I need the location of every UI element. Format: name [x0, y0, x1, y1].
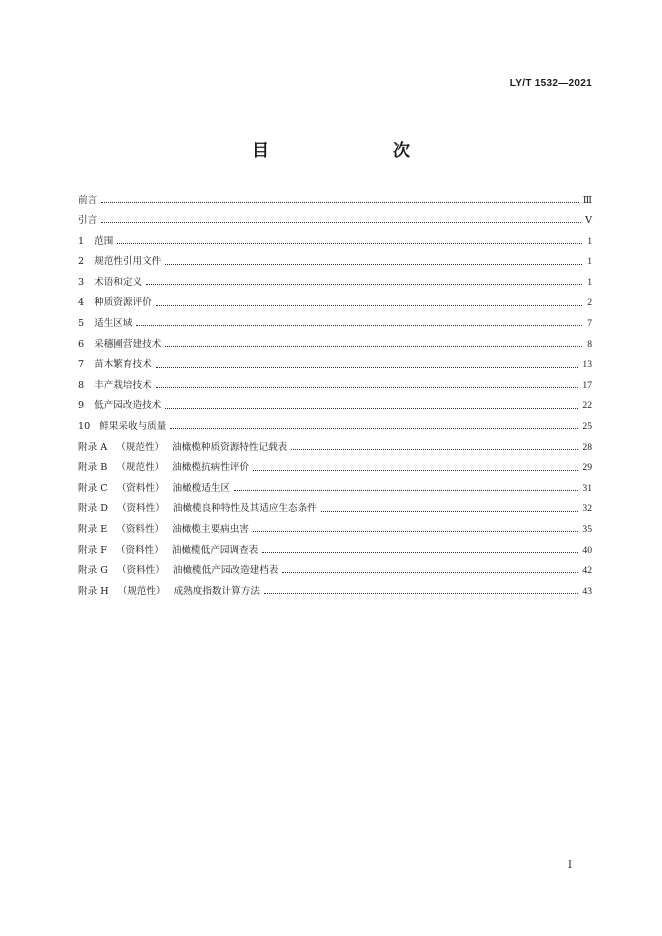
toc-entry[interactable] [78, 231, 592, 252]
page-number: Ⅰ [568, 860, 572, 871]
toc-entry-number: 3 [78, 276, 85, 288]
toc-dot-leader [291, 449, 578, 450]
toc-entry-number: 6 [78, 338, 85, 350]
toc-entry-number: 2 [78, 256, 85, 268]
toc-entry[interactable] [78, 581, 592, 602]
toc-entry[interactable] [78, 520, 592, 541]
toc-entry-number: 9 [78, 400, 85, 412]
toc-entry-title: 术语和定义 [94, 276, 143, 288]
toc-entry-label [78, 401, 161, 411]
toc-entry-category: （规范性） [116, 462, 165, 474]
toc-entry-title: 油橄榄抗病性评价 [172, 462, 250, 474]
toc-entry-label [78, 525, 249, 535]
toc-dot-leader [262, 552, 578, 553]
toc-entry[interactable] [78, 561, 592, 582]
toc-entry-title: 范围 [94, 235, 114, 247]
toc-dot-leader [253, 470, 578, 471]
toc-entry-label [78, 504, 317, 514]
toc-entry-number: 附录 D [78, 503, 108, 515]
toc-dot-leader [117, 243, 582, 244]
table-of-contents [78, 190, 592, 602]
toc-entry-number: 附录 E [78, 524, 108, 535]
toc-entry-label [78, 257, 161, 267]
toc-entry[interactable] [78, 355, 592, 376]
toc-entry-page: 40 [582, 544, 592, 556]
toc-entry-page: 1 [587, 256, 592, 268]
toc-entry-category: （资料性） [116, 503, 165, 515]
toc-entry-category: （资料性） [116, 524, 165, 535]
toc-entry-title: 种质资源评价 [94, 297, 152, 309]
toc-entry-title: 油橄榄良种特性及其适应生态条件 [172, 503, 317, 515]
toc-entry-page: 35 [582, 524, 592, 535]
toc-entry-number: 8 [78, 379, 85, 391]
toc-entry-title: 引言 [78, 215, 98, 227]
toc-entry-page: 1 [587, 235, 592, 247]
toc-entry[interactable] [78, 293, 592, 314]
toc-entry-title: 低产园改造技术 [94, 400, 162, 412]
toc-entry[interactable] [78, 272, 592, 293]
toc-dot-leader [165, 346, 582, 347]
toc-entry-number: 10 [78, 421, 91, 433]
toc-entry-category: （规范性） [116, 441, 165, 453]
toc-entry-label [78, 381, 152, 391]
toc-dot-leader [101, 202, 579, 203]
toc-dot-leader [165, 264, 582, 265]
toc-entry-page: 22 [582, 400, 592, 412]
toc-entry[interactable] [78, 375, 592, 396]
toc-entry-category: （资料性） [116, 482, 165, 494]
toc-entry-page: 13 [582, 359, 592, 371]
toc-entry-label [78, 319, 132, 329]
toc-entry-label [78, 196, 97, 206]
toc-entry-title: 油橄榄主要病虫害 [172, 524, 249, 535]
toc-entry-label [78, 340, 161, 350]
toc-entry-number: 附录 H [78, 585, 109, 597]
toc-entry-label [78, 216, 97, 226]
toc-entry-label [78, 463, 249, 473]
toc-dot-leader [156, 367, 579, 368]
toc-dot-leader [321, 511, 579, 512]
toc-entry-number: 附录 A [78, 441, 108, 453]
toc-entry-title: 采穗圃营建技术 [94, 338, 162, 350]
toc-entry-category: （规范性） [117, 585, 166, 597]
toc-entry[interactable] [78, 499, 592, 520]
toc-dot-leader [146, 284, 582, 285]
toc-entry-number: 附录 G [78, 565, 108, 577]
toc-entry-number: 1 [78, 235, 85, 247]
toc-entry-page: 42 [582, 565, 592, 577]
toc-entry-number: 4 [78, 297, 85, 309]
toc-entry[interactable] [78, 190, 592, 211]
toc-entry-title: 前言 [78, 194, 98, 206]
toc-entry-page: Ⅴ [585, 215, 592, 227]
toc-entry-title: 适生区域 [94, 318, 133, 330]
toc-entry[interactable] [78, 540, 592, 561]
toc-entry-title: 鲜果采收与质量 [99, 421, 167, 433]
toc-entry-label [78, 298, 152, 308]
toc-entry-title: 油橄榄低产园改造建档表 [172, 565, 279, 577]
toc-entry-number: 7 [78, 359, 85, 371]
toc-entry-title: 油橄榄种质资源特性记载表 [172, 441, 288, 453]
toc-entry-page: 8 [587, 338, 592, 350]
toc-entry[interactable] [78, 252, 592, 273]
toc-entry[interactable] [78, 478, 592, 499]
toc-entry-title: 油橄榄适生区 [172, 482, 231, 494]
toc-entry-title: 规范性引用文件 [94, 256, 162, 268]
toc-entry-label [78, 360, 152, 370]
toc-entry-page: 1 [587, 276, 592, 288]
toc-dot-leader [136, 325, 582, 326]
toc-dot-leader [264, 593, 578, 594]
toc-entry-number: 附录 B [78, 462, 108, 474]
toc-entry-page: 17 [582, 379, 592, 391]
page-title: 目 次 [252, 141, 440, 161]
toc-entry-category: （资料性） [116, 565, 165, 577]
toc-dot-leader [165, 408, 578, 409]
toc-entry[interactable] [78, 314, 592, 335]
toc-entry-number: 5 [78, 318, 85, 330]
toc-entry-label [78, 546, 258, 556]
toc-entry-page: 29 [582, 462, 592, 474]
toc-entry-title: 苗木繁育技术 [94, 359, 152, 371]
toc-entry-title: 成熟度指数计算方法 [173, 585, 260, 597]
toc-entry-label [78, 566, 278, 576]
toc-entry-page: 32 [582, 503, 592, 515]
toc-entry-page: 43 [582, 585, 592, 597]
toc-entry-title: 油橄榄低产园调查表 [171, 544, 259, 556]
toc-dot-leader [253, 531, 578, 532]
toc-entry-page: 31 [582, 482, 592, 494]
toc-entry-title: 丰产栽培技术 [94, 379, 152, 391]
toc-entry[interactable] [78, 334, 592, 355]
toc-entry-page: 28 [582, 441, 592, 453]
toc-entry-category: （资料性） [115, 544, 164, 556]
toc-entry-page: 25 [582, 421, 592, 433]
toc-dot-leader [156, 387, 579, 388]
toc-dot-leader [282, 572, 578, 573]
toc-entry-page: 2 [587, 297, 592, 309]
toc-entry-label [78, 422, 166, 432]
toc-entry-label [78, 443, 287, 453]
toc-dot-leader [234, 490, 578, 491]
toc-dot-leader [170, 428, 578, 429]
toc-entry-page: Ⅲ [582, 194, 592, 206]
toc-dot-leader [156, 305, 582, 306]
toc-entry-label [78, 278, 142, 288]
toc-entry-number: 附录 C [78, 482, 108, 494]
toc-entry[interactable] [78, 458, 592, 479]
toc-entry[interactable] [78, 211, 592, 232]
toc-dot-leader [101, 222, 581, 223]
toc-entry-label [78, 237, 113, 247]
toc-entry-label [78, 484, 230, 494]
standard-code: LY/T 1532—2021 [509, 78, 592, 89]
toc-entry[interactable] [78, 417, 592, 438]
toc-entry-label [78, 587, 260, 597]
toc-entry[interactable] [78, 437, 592, 458]
toc-entry-number: 附录 F [78, 544, 107, 556]
toc-entry[interactable] [78, 396, 592, 417]
toc-entry-page: 7 [587, 318, 592, 330]
